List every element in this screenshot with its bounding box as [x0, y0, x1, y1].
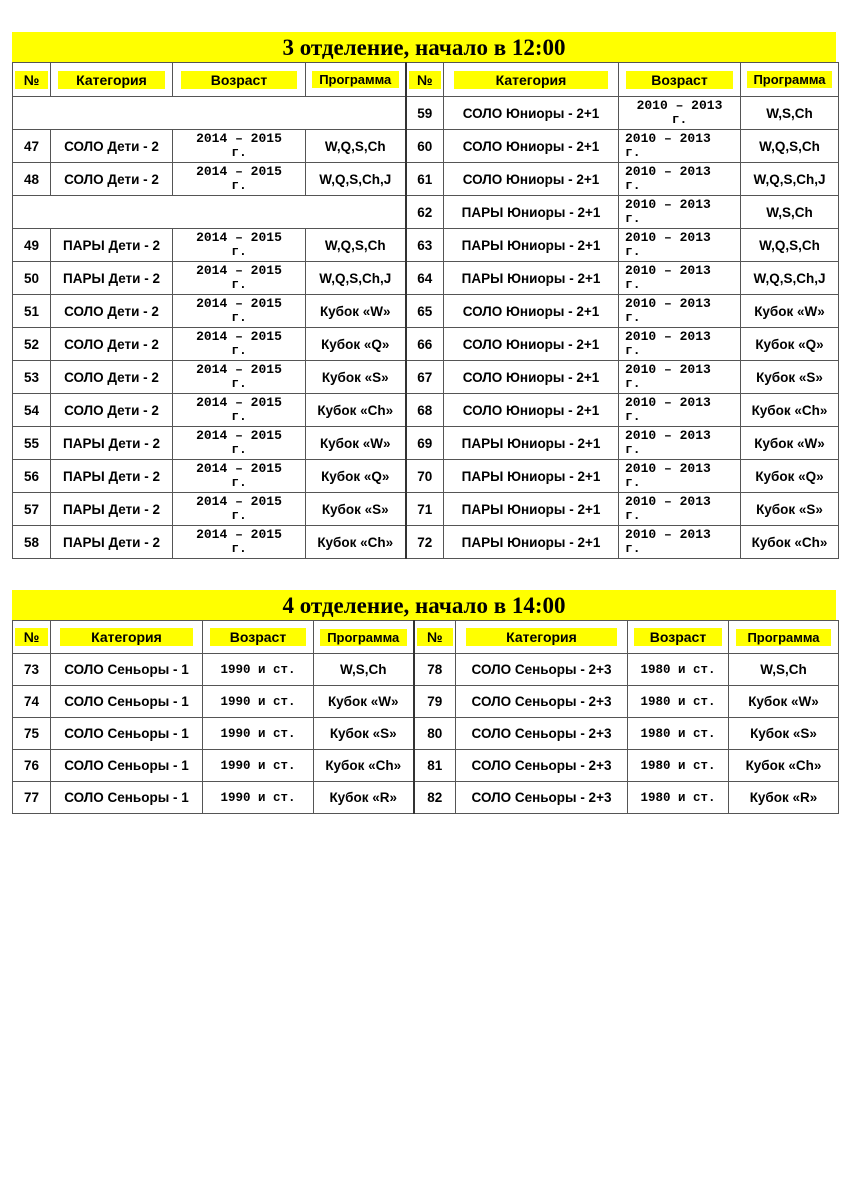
row-number: 52	[13, 328, 51, 361]
row-number: 75	[13, 718, 51, 750]
row-age: 2010 – 2013 г.	[619, 427, 741, 460]
header-category	[444, 63, 619, 97]
header-number	[406, 63, 444, 97]
table-row	[13, 493, 839, 526]
table-row	[13, 262, 839, 295]
header-age	[173, 63, 306, 97]
row-category: СОЛО Дети - 2	[51, 394, 173, 427]
row-age: 1990 и ст.	[203, 654, 314, 686]
row-program: Кубок «W»	[314, 686, 414, 718]
row-age: 2010 – 2013 г.	[619, 328, 741, 361]
row-program: W,S,Ch	[741, 196, 839, 229]
row-category: СОЛО Сеньоры - 1	[51, 718, 203, 750]
row-program: Кубок «Q»	[741, 328, 839, 361]
row-number: 61	[406, 163, 444, 196]
row-category: ПАРЫ Юниоры - 2+1	[444, 229, 619, 262]
row-program: W,Q,S,Ch,J	[741, 163, 839, 196]
row-number: 66	[406, 328, 444, 361]
header-category-label: Категория	[466, 628, 616, 646]
row-number: 80	[414, 718, 456, 750]
row-number: 79	[414, 686, 456, 718]
row-age: 2014 – 2015 г.	[173, 262, 306, 295]
row-number: 69	[406, 427, 444, 460]
header-category-label: Категория	[58, 71, 164, 89]
row-category: ПАРЫ Юниоры - 2+1	[444, 196, 619, 229]
row-age: 2014 – 2015 г.	[173, 328, 306, 361]
row-number: 55	[13, 427, 51, 460]
row-program: W,Q,S,Ch,J	[741, 262, 839, 295]
row-age: 2010 – 2013 г.	[619, 493, 741, 526]
row-program: Кубок «Q»	[741, 460, 839, 493]
row-category: СОЛО Сеньоры - 2+3	[456, 750, 628, 782]
row-number: 63	[406, 229, 444, 262]
table-row	[13, 782, 839, 814]
row-program: Кубок «W»	[306, 295, 406, 328]
row-number: 49	[13, 229, 51, 262]
section-4	[12, 590, 836, 814]
row-program: Кубок «S»	[306, 361, 406, 394]
schedule-table	[12, 620, 839, 814]
row-age: 1990 и ст.	[203, 782, 314, 814]
table-row	[13, 361, 839, 394]
row-age: 2010 – 2013 г.	[619, 262, 741, 295]
row-category: СОЛО Сеньоры - 1	[51, 782, 203, 814]
row-category: СОЛО Юниоры - 2+1	[444, 328, 619, 361]
row-age: 2014 – 2015 г.	[173, 526, 306, 559]
row-category: СОЛО Дети - 2	[51, 130, 173, 163]
section-title: 4 отделение, начало в 14:00	[12, 590, 836, 620]
table-row	[13, 718, 839, 750]
row-program: W,S,Ch	[314, 654, 414, 686]
row-program: W,Q,S,Ch,J	[306, 262, 406, 295]
row-age: 1980 и ст.	[628, 782, 729, 814]
row-program: Кубок «R»	[314, 782, 414, 814]
row-category: ПАРЫ Дети - 2	[51, 427, 173, 460]
header-number	[13, 63, 51, 97]
row-number: 74	[13, 686, 51, 718]
section-3	[12, 32, 836, 559]
row-category: ПАРЫ Дети - 2	[51, 229, 173, 262]
header-age-label: Возраст	[634, 628, 722, 646]
row-program: W,S,Ch	[741, 97, 839, 130]
row-program: Кубок «Ch»	[741, 526, 839, 559]
row-category: ПАРЫ Юниоры - 2+1	[444, 427, 619, 460]
header-number-label: №	[15, 628, 48, 646]
row-age: 2010 – 2013 г.	[619, 295, 741, 328]
row-program: Кубок «W»	[729, 686, 839, 718]
header-number	[13, 621, 51, 654]
row-category: СОЛО Юниоры - 2+1	[444, 361, 619, 394]
row-program: Кубок «S»	[741, 493, 839, 526]
row-program: Кубок «Ch»	[306, 526, 406, 559]
row-program: Кубок «S»	[314, 718, 414, 750]
row-age: 2014 – 2015 г.	[173, 493, 306, 526]
header-category-label: Категория	[60, 628, 193, 646]
header-category	[51, 621, 203, 654]
table-row	[13, 750, 839, 782]
row-age: 2010 – 2013 г.	[619, 526, 741, 559]
row-program: W,S,Ch	[729, 654, 839, 686]
row-age: 1980 и ст.	[628, 718, 729, 750]
header-program	[314, 621, 414, 654]
row-number: 70	[406, 460, 444, 493]
row-program: W,Q,S,Ch	[741, 229, 839, 262]
row-number: 51	[13, 295, 51, 328]
row-category: СОЛО Сеньоры - 1	[51, 686, 203, 718]
row-age: 1980 и ст.	[628, 654, 729, 686]
row-age: 2014 – 2015 г.	[173, 394, 306, 427]
row-category: ПАРЫ Юниоры - 2+1	[444, 262, 619, 295]
row-program: Кубок «W»	[741, 295, 839, 328]
row-category: СОЛО Сеньоры - 2+3	[456, 718, 628, 750]
header-number	[414, 621, 456, 654]
row-number: 56	[13, 460, 51, 493]
row-age: 2010 – 2013 г.	[619, 361, 741, 394]
row-program: W,Q,S,Ch	[741, 130, 839, 163]
row-category: ПАРЫ Дети - 2	[51, 460, 173, 493]
row-number: 59	[406, 97, 444, 130]
row-number: 57	[13, 493, 51, 526]
header-program	[306, 63, 406, 97]
row-category: ПАРЫ Дети - 2	[51, 526, 173, 559]
row-program: Кубок «Ch»	[729, 750, 839, 782]
row-number: 76	[13, 750, 51, 782]
row-category: ПАРЫ Юниоры - 2+1	[444, 526, 619, 559]
empty-cell	[13, 97, 406, 130]
row-age: 2014 – 2015 г.	[173, 229, 306, 262]
row-program: Кубок «S»	[729, 718, 839, 750]
row-number: 72	[406, 526, 444, 559]
row-category: СОЛО Юниоры - 2+1	[444, 295, 619, 328]
row-number: 73	[13, 654, 51, 686]
header-age-label: Возраст	[626, 71, 732, 89]
row-program: W,Q,S,Ch,J	[306, 163, 406, 196]
table-row	[13, 196, 839, 229]
table-row	[13, 295, 839, 328]
row-age: 1980 и ст.	[628, 750, 729, 782]
table-row	[13, 130, 839, 163]
row-program: Кубок «S»	[306, 493, 406, 526]
row-program: Кубок «Ch»	[314, 750, 414, 782]
row-category: ПАРЫ Юниоры - 2+1	[444, 460, 619, 493]
header-number-label: №	[417, 628, 453, 646]
row-category: ПАРЫ Юниоры - 2+1	[444, 493, 619, 526]
header-category	[456, 621, 628, 654]
row-age: 2014 – 2015 г.	[173, 427, 306, 460]
row-program: Кубок «S»	[741, 361, 839, 394]
table-row	[13, 328, 839, 361]
row-number: 60	[406, 130, 444, 163]
header-age-label: Возраст	[181, 71, 297, 89]
row-number: 81	[414, 750, 456, 782]
row-number: 68	[406, 394, 444, 427]
row-category: ПАРЫ Дети - 2	[51, 493, 173, 526]
table-row	[13, 97, 839, 130]
header-age	[619, 63, 741, 97]
row-program: Кубок «W»	[306, 427, 406, 460]
row-age: 2010 – 2013 г.	[619, 130, 741, 163]
table-row	[13, 686, 839, 718]
row-category: СОЛО Дети - 2	[51, 328, 173, 361]
row-age: 1990 и ст.	[203, 718, 314, 750]
row-category: СОЛО Сеньоры - 1	[51, 750, 203, 782]
row-age: 1990 и ст.	[203, 750, 314, 782]
header-program-label: Программа	[736, 629, 832, 646]
row-number: 64	[406, 262, 444, 295]
header-number-label: №	[15, 71, 48, 89]
row-category: СОЛО Сеньоры - 1	[51, 654, 203, 686]
row-category: СОЛО Дети - 2	[51, 163, 173, 196]
row-age: 2014 – 2015 г.	[173, 361, 306, 394]
section-title: 3 отделение, начало в 12:00	[12, 32, 836, 62]
schedule-table	[12, 62, 839, 559]
row-age: 2010 – 2013 г.	[619, 229, 741, 262]
table-row	[13, 394, 839, 427]
table-row	[13, 526, 839, 559]
row-category: ПАРЫ Дети - 2	[51, 262, 173, 295]
row-program: Кубок «W»	[741, 427, 839, 460]
row-category: СОЛО Юниоры - 2+1	[444, 130, 619, 163]
row-number: 50	[13, 262, 51, 295]
row-number: 53	[13, 361, 51, 394]
header-program-label: Программа	[320, 629, 407, 646]
row-category: СОЛО Дети - 2	[51, 361, 173, 394]
header-age-label: Возраст	[210, 628, 307, 646]
header-row	[13, 621, 839, 654]
row-program: Кубок «Q»	[306, 460, 406, 493]
row-age: 2010 – 2013 г.	[619, 163, 741, 196]
row-number: 67	[406, 361, 444, 394]
row-program: Кубок «Q»	[306, 328, 406, 361]
row-number: 47	[13, 130, 51, 163]
row-age: 2010 – 2013 г.	[619, 394, 741, 427]
row-program: Кубок «R»	[729, 782, 839, 814]
row-number: 54	[13, 394, 51, 427]
row-category: СОЛО Юниоры - 2+1	[444, 163, 619, 196]
row-age: 2014 – 2015 г.	[173, 295, 306, 328]
row-number: 62	[406, 196, 444, 229]
row-age: 2010 – 2013 г.	[619, 460, 741, 493]
row-number: 71	[406, 493, 444, 526]
row-number: 77	[13, 782, 51, 814]
row-category: СОЛО Сеньоры - 2+3	[456, 686, 628, 718]
row-age: 2010 – 2013 г.	[619, 196, 741, 229]
row-category: СОЛО Сеньоры - 2+3	[456, 654, 628, 686]
row-age: 2014 – 2015 г.	[173, 163, 306, 196]
row-number: 82	[414, 782, 456, 814]
table-row	[13, 460, 839, 493]
row-category: СОЛО Сеньоры - 2+3	[456, 782, 628, 814]
table-row	[13, 163, 839, 196]
table-row	[13, 427, 839, 460]
row-program: W,Q,S,Ch	[306, 130, 406, 163]
row-program: W,Q,S,Ch	[306, 229, 406, 262]
header-program	[741, 63, 839, 97]
header-age	[203, 621, 314, 654]
row-number: 78	[414, 654, 456, 686]
row-age: 2014 – 2015 г.	[173, 460, 306, 493]
table-row	[13, 229, 839, 262]
row-program: Кубок «Ch»	[306, 394, 406, 427]
row-program: Кубок «Ch»	[741, 394, 839, 427]
row-number: 48	[13, 163, 51, 196]
empty-cell	[13, 196, 406, 229]
row-category: СОЛО Юниоры - 2+1	[444, 97, 619, 130]
row-category: СОЛО Юниоры - 2+1	[444, 394, 619, 427]
row-age: 1980 и ст.	[628, 686, 729, 718]
header-category	[51, 63, 173, 97]
header-program-label: Программа	[312, 71, 399, 88]
table-row	[13, 654, 839, 686]
header-row	[13, 63, 839, 97]
header-category-label: Категория	[454, 71, 607, 89]
header-age	[628, 621, 729, 654]
header-program	[729, 621, 839, 654]
row-category: СОЛО Дети - 2	[51, 295, 173, 328]
row-number: 65	[406, 295, 444, 328]
row-number: 58	[13, 526, 51, 559]
row-age: 2010 – 2013 г.	[619, 97, 741, 130]
row-age: 2014 – 2015 г.	[173, 130, 306, 163]
header-program-label: Программа	[747, 71, 832, 88]
header-number-label: №	[409, 71, 441, 89]
row-age: 1990 и ст.	[203, 686, 314, 718]
